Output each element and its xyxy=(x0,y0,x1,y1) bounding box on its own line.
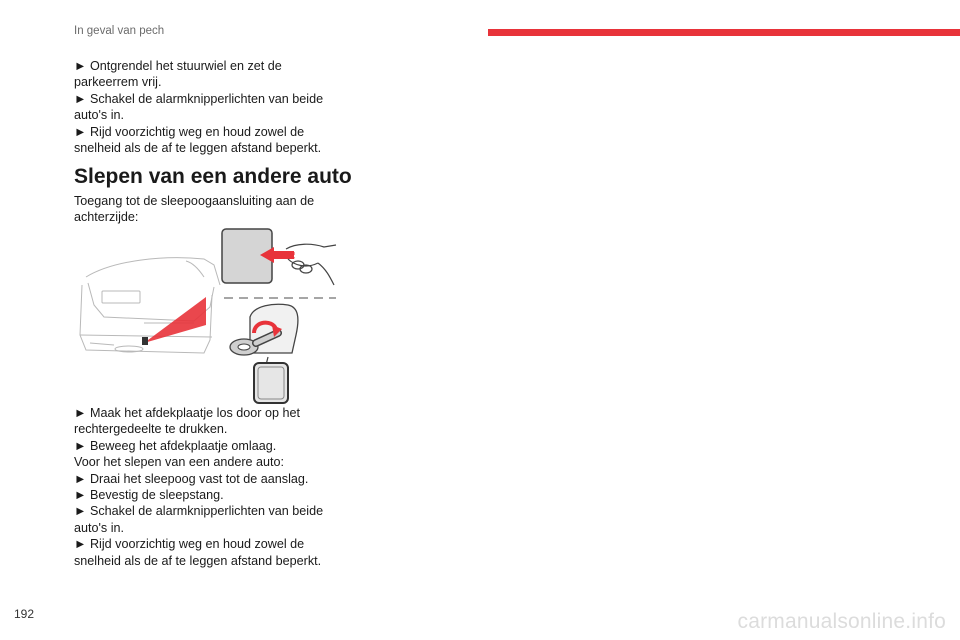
text-line: ► Ontgrendel het stuurwiel en zet de xyxy=(74,59,282,73)
text-line: ► Draai het sleepoog vast tot de aanslag. xyxy=(74,471,309,486)
instructions-block-1 xyxy=(74,58,364,156)
text-line: ► Beweeg het afdekplaatje omlaag. xyxy=(74,438,277,453)
instructions-block-2 xyxy=(74,405,364,569)
section-header-title: In geval van pech xyxy=(74,25,165,37)
section-heading: Slepen van een andere auto xyxy=(74,165,352,188)
section-intro xyxy=(74,193,364,226)
text-line: Toegang tot de sleepoogaansluiting aan de xyxy=(74,194,315,208)
text-line: ► Rijd voorzichtig weg en houd zowel de xyxy=(74,537,305,552)
watermark: carmanualsonline.info xyxy=(737,610,946,633)
hand-drawing xyxy=(286,244,336,285)
page-number: 192 xyxy=(14,607,35,621)
text-line: auto's in. xyxy=(74,108,125,123)
text-line: snelheid als de af te leggen afstand beperkt. xyxy=(74,141,322,156)
towing-eye-illustration xyxy=(74,225,340,405)
text-line: ► Schakel de alarmknipperlichten van beide xyxy=(74,91,324,106)
towing-eye-cover-small xyxy=(142,337,148,345)
text-line: achterzijde: xyxy=(74,210,139,225)
text-line: rechtergedeelte te drukken. xyxy=(74,422,228,437)
text-line: ► Maak het afdekplaatje los door op het xyxy=(74,406,300,420)
illustration-svg xyxy=(74,225,340,405)
text-line: auto's in. xyxy=(74,520,125,535)
hanging-cover xyxy=(254,363,288,403)
text-line: ► Bevestig de sleepstang. xyxy=(74,488,224,503)
text-line: parkeerrem vrij. xyxy=(74,75,162,90)
header-accent-bar xyxy=(488,29,960,36)
text-line: ► Rijd voorzichtig weg en houd zowel de xyxy=(74,124,305,139)
text-line: snelheid als de af te leggen afstand beperkt. xyxy=(74,553,322,568)
text-line: ► Schakel de alarmknipperlichten van beide xyxy=(74,504,324,519)
text-line: Voor het slepen van een andere auto: xyxy=(74,455,285,470)
